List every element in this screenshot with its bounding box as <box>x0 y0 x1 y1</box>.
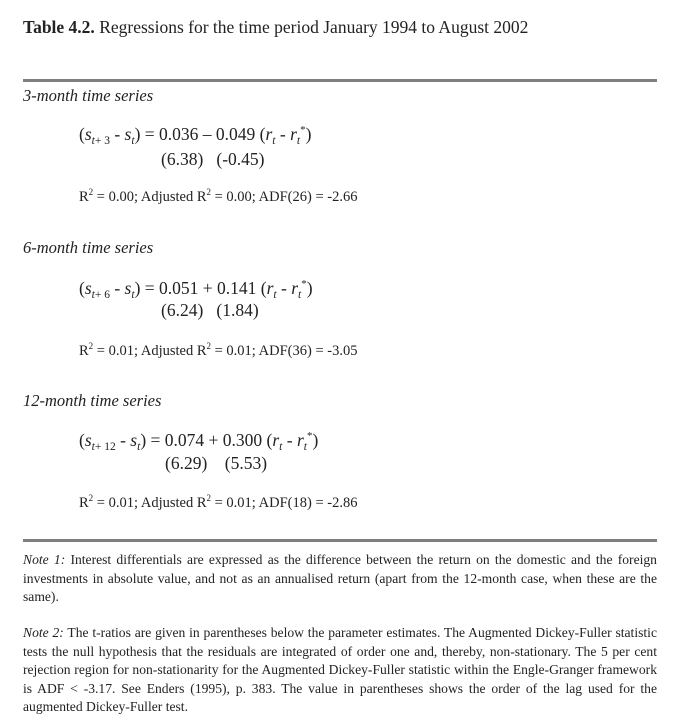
adf-statistic: ADF(36) = -3.05 <box>258 343 358 359</box>
note-text: Interest differentials are expressed as the difference between the return on the domestic and the foreign investments in absolute value, and not as an annualised return (apart from the 12-month case, when these are the same). <box>23 552 657 605</box>
regression-equation-3-month: $(s_{t+ 3} - s_t) = 0.036 - 0.049$ $(r_t - r_t^*)$ <box>79 124 312 147</box>
top-rule <box>23 79 657 82</box>
note-text: The t-ratios are given in parentheses below the parameter estimates. The Augmented Dickey-Fuller statistic tests the null hypothesis that the residuals are integrated of order one and, thereby, non-stationary. The 5 per cent rejection region for non-stationarity for the Augmented Dickey-Fuller statistic within the Engle-Granger framework is ADF < -3.17. See Enders (1995), p. 383. The value in parentheses shows the order of the lag used for the augmented Dickey-Fuller test. <box>23 625 657 715</box>
t-ratio-coefficient: (1.84) <box>216 300 259 320</box>
section-heading-3-month: 3-month time series <box>23 86 154 105</box>
equation-coefficients: = 0.051 + 0.141 <box>144 278 257 298</box>
fit-statistics-3-month: $R^2 = 0.00$; Adjusted $R^2 = 0.00$; ADF(26) = -2.66 <box>79 187 358 205</box>
t-ratio-constant: (6.24) <box>161 300 204 320</box>
fit-statistics-6-month: $R^2 = 0.01$; Adjusted $R^2 = 0.01$; ADF(36) = -3.05 <box>79 341 358 359</box>
table-label: Table 4.2. <box>23 17 95 37</box>
note-2 <box>23 624 657 717</box>
t-ratio-coefficient: (-0.45) <box>216 149 265 169</box>
note-1 <box>23 551 657 607</box>
t-ratio-constant: (6.29) <box>165 453 208 473</box>
adf-statistic: ADF(18) = -2.86 <box>258 495 358 511</box>
t-ratio-constant: (6.38) <box>161 149 204 169</box>
equation-coefficients: = 0.036 – 0.049 <box>144 124 256 144</box>
fit-statistics-12-month: $R^2 = 0.01$; Adjusted $R^2 = 0.01$; ADF(18) = -2.86 <box>79 493 358 511</box>
table-caption <box>23 17 528 38</box>
equation-coefficients: = 0.074 + 0.300 <box>150 430 263 450</box>
t-ratios-3-month <box>161 149 265 170</box>
t-ratios-6-month <box>161 300 259 321</box>
t-ratios-12-month <box>165 453 267 474</box>
note-label: Note 1: <box>23 552 66 567</box>
table-caption-text: Regressions for the time period January 1994 to August 2002 <box>99 17 529 37</box>
section-heading-12-month: 12-month time series <box>23 391 162 410</box>
t-ratio-coefficient: (5.53) <box>224 453 268 473</box>
adf-statistic: ADF(26) = -2.66 <box>258 189 358 205</box>
note-label: Note 2: <box>23 625 64 640</box>
regression-equation-12-month: $(s_{t+ 12} - s_t) = 0.074 + 0.300$ $(r_t - r_t^*)$ <box>79 430 319 453</box>
section-heading-6-month: 6-month time series <box>23 238 154 257</box>
regression-equation-6-month: $(s_{t+ 6} - s_t) = 0.051 + 0.141$ $(r_t - r_t^*)$ <box>79 278 313 301</box>
bottom-rule <box>23 539 657 542</box>
